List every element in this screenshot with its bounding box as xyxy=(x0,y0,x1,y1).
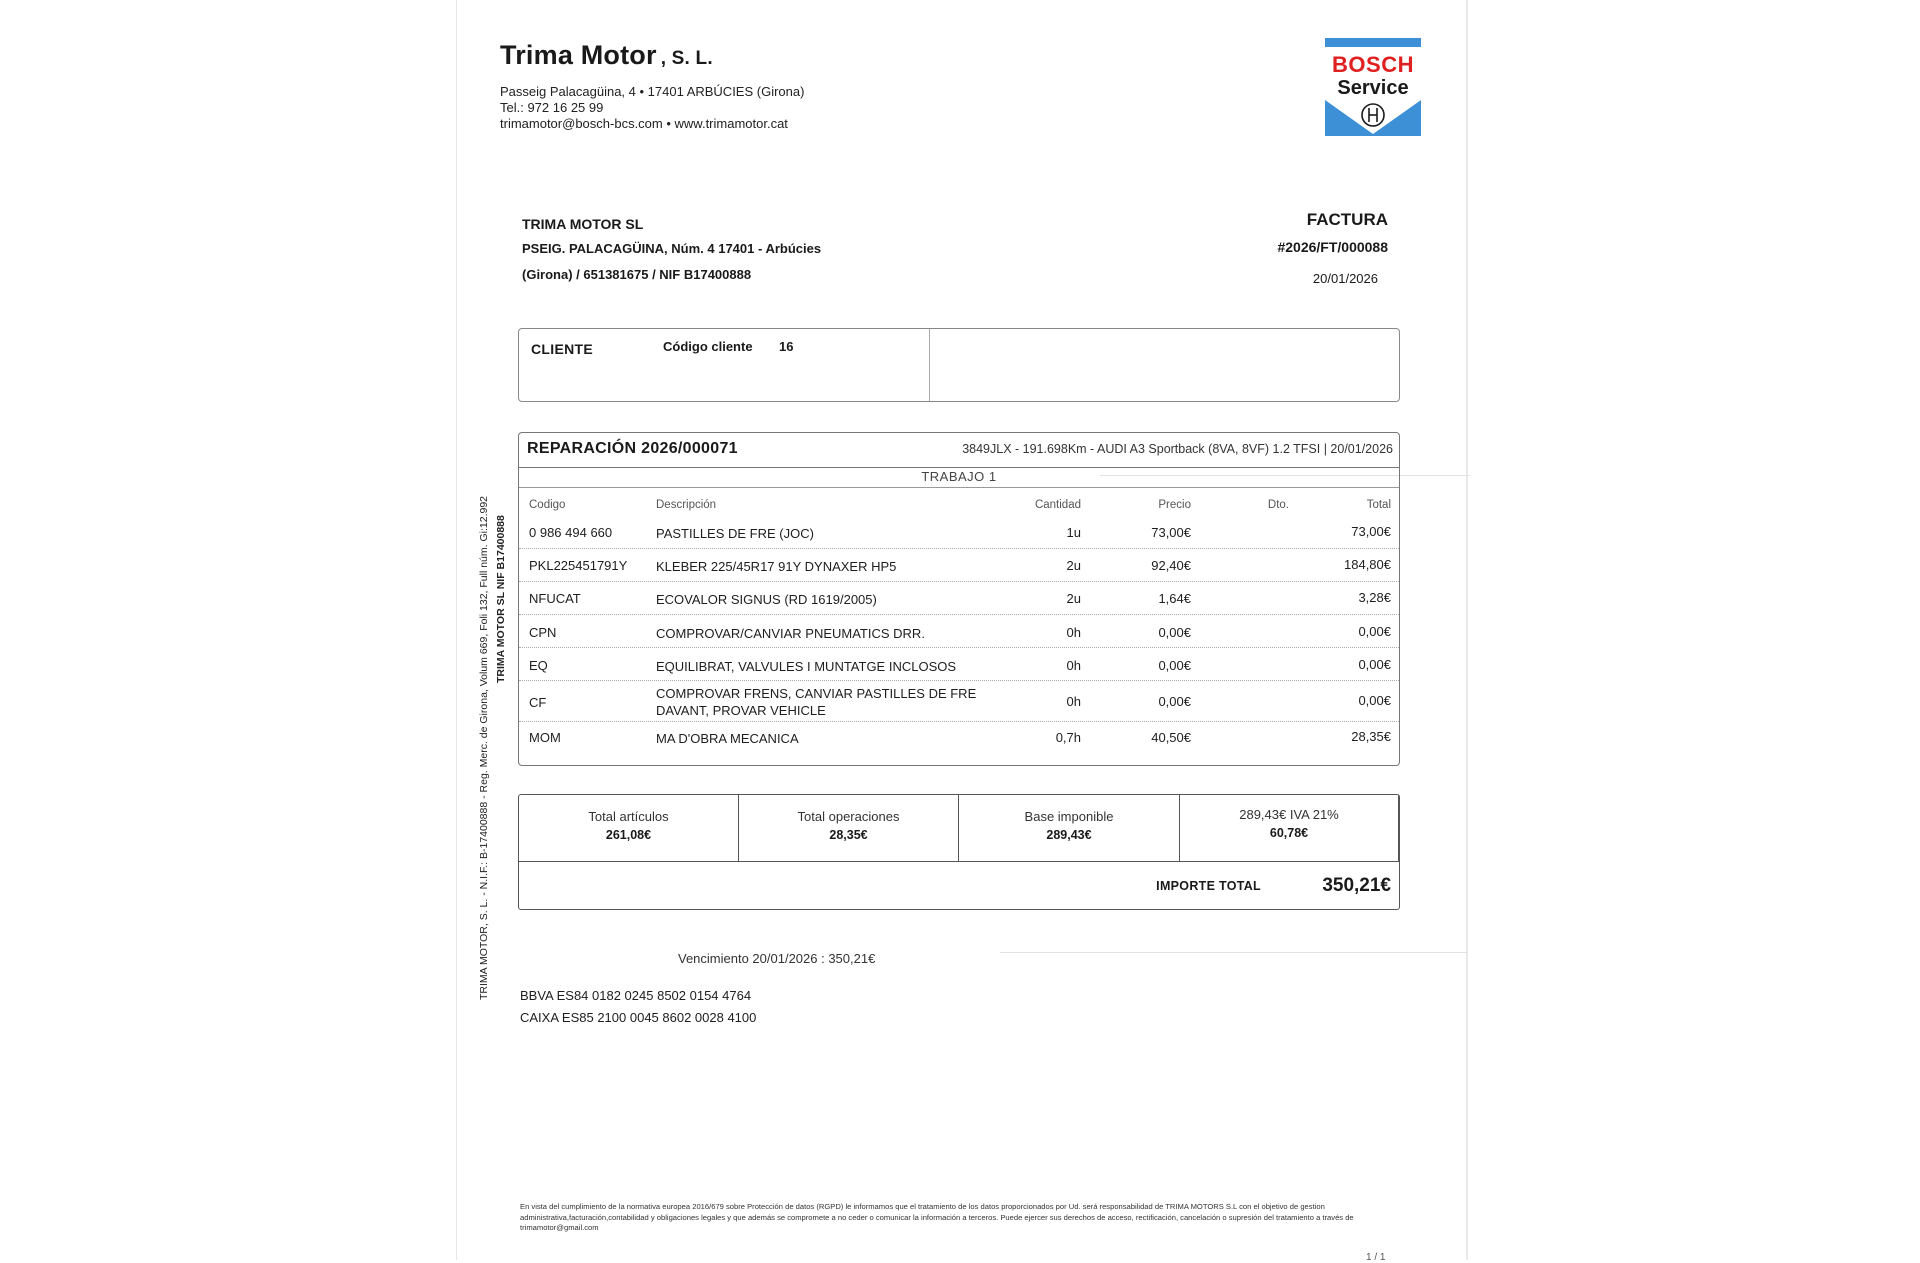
vat-label: 289,43€ IVA 21% xyxy=(1239,807,1339,822)
row-quantity: 0h xyxy=(1066,694,1081,709)
total-operations-cell xyxy=(739,795,959,861)
company-email-web: trimamotor@bosch-bcs.com • www.trimamotor.cat xyxy=(500,116,788,131)
row-quantity: 2u xyxy=(1066,558,1081,573)
repair-table xyxy=(518,432,1400,766)
row-total: 0,00€ xyxy=(1358,693,1391,708)
repair-vehicle: 3849JLX - 191.698Km - AUDI A3 Sportback (8VA, 8VF) 1.2 TFSI | 20/01/2026 xyxy=(962,442,1393,456)
total-operations-value: 28,35€ xyxy=(829,828,868,842)
row-quantity: 1u xyxy=(1066,525,1081,540)
row-quantity: 2u xyxy=(1066,591,1081,606)
row-code: 0 986 494 660 xyxy=(529,525,613,540)
side-nif: TRIMA MOTOR SL NIF B17400888 xyxy=(495,515,507,683)
client-code-value: 16 xyxy=(779,339,794,354)
page-number: 1 / 1 xyxy=(1366,1252,1386,1263)
repair-title: REPARACIÓN 2026/000071 xyxy=(527,440,738,457)
row-description: COMPROVAR FRENS, CANVIAR PASTILLES DE FRE DAVANT, PROVAR VEHICLE xyxy=(656,686,977,718)
row-price: 0,00€ xyxy=(1158,694,1191,709)
grand-total-label: IMPORTE TOTAL xyxy=(1156,879,1261,893)
total-articles-value: 261,08€ xyxy=(605,828,652,842)
company-name-text: Trima Motor xyxy=(500,40,657,70)
divider xyxy=(519,861,1399,862)
issuer-name: TRIMA MOTOR SL xyxy=(522,216,644,232)
row-code: CF xyxy=(529,695,547,710)
scan-line xyxy=(1000,952,1468,953)
row-quantity: 0h xyxy=(1066,625,1081,640)
client-box-divider xyxy=(929,329,930,401)
company-address: Passeig Palacagüina, 4 • 17401 ARBÚCIES (Girona) xyxy=(500,84,805,99)
page-edge-right xyxy=(1466,0,1468,1260)
row-code: CPN xyxy=(529,625,557,640)
row-description: PASTILLES DE FRE (JOC) xyxy=(656,526,814,541)
header-description: Descripción xyxy=(656,499,717,511)
row-total: 73,00€ xyxy=(1351,524,1391,539)
table-row xyxy=(519,615,1399,648)
row-description: ECOVALOR SIGNUS (RD 1619/2005) xyxy=(656,592,877,607)
client-box xyxy=(518,328,1400,402)
totals-box xyxy=(518,794,1400,910)
total-articles-label: Total artículos xyxy=(588,809,669,824)
table-row xyxy=(519,722,1399,754)
total-operations-label: Total operaciones xyxy=(797,809,900,824)
total-articles-cell xyxy=(519,795,739,861)
row-total: 28,35€ xyxy=(1351,729,1391,744)
grand-total-value: 350,21€ xyxy=(1322,875,1391,896)
bank-account-caixa: CAIXA ES85 2100 0045 8602 0028 4100 xyxy=(520,1010,757,1025)
row-price: 73,00€ xyxy=(1151,525,1191,540)
client-code-label: Código cliente xyxy=(663,339,753,354)
logo-brand-text: BOSCH xyxy=(1332,52,1414,77)
bosch-armature-icon xyxy=(1325,98,1421,136)
row-total: 184,80€ xyxy=(1344,557,1391,572)
row-quantity: 0,7h xyxy=(1055,730,1081,745)
row-price: 0,00€ xyxy=(1158,658,1191,673)
row-total: 0,00€ xyxy=(1358,657,1391,672)
tax-base-cell xyxy=(959,795,1180,861)
row-description: MA D'OBRA MECANICA xyxy=(656,731,799,746)
document-type: FACTURA xyxy=(1306,210,1388,229)
divider xyxy=(519,467,1399,468)
company-name xyxy=(500,40,713,71)
tax-base-label: Base imponible xyxy=(1024,809,1114,824)
tax-base-value: 289,43€ xyxy=(1046,828,1092,842)
invoice-number: #2026/FT/000088 xyxy=(1277,239,1388,255)
table-row xyxy=(519,648,1399,681)
row-code: MOM xyxy=(529,730,561,745)
header-quantity: Cantidad xyxy=(1034,499,1081,511)
client-label: CLIENTE xyxy=(531,341,593,357)
row-code: PKL225451791Y xyxy=(529,558,628,573)
row-code: NFUCAT xyxy=(529,591,581,606)
row-description: COMPROVAR/CANVIAR PNEUMATICS DRR. xyxy=(656,626,925,641)
vat-cell xyxy=(1180,795,1399,861)
row-description: KLEBER 225/45R17 91Y DYNAXER HP5 xyxy=(656,559,897,574)
header-total: Total xyxy=(1366,499,1391,511)
invoice-date: 20/01/2026 xyxy=(1312,271,1378,286)
header-code: Codigo xyxy=(529,499,566,511)
table-row xyxy=(519,549,1399,582)
row-price: 1,64€ xyxy=(1158,591,1191,606)
header-discount: Dto. xyxy=(1267,499,1289,511)
divider xyxy=(519,487,1399,488)
issuer-address-line2: (Girona) / 651381675 / NIF B17400888 xyxy=(522,267,752,282)
bank-account-bbva: BBVA ES84 0182 0245 8502 0154 4764 xyxy=(520,988,752,1003)
row-price: 40,50€ xyxy=(1151,730,1191,745)
row-price: 92,40€ xyxy=(1151,558,1191,573)
legal-notice: En vista del cumplimiento de la normativa europea 2016/679 sobre Protección de datos (RGPD) le informamos que el tratamiento de los datos proporcionados por Ud. será responsabilidad de TRIMA MOTORS S.L con el objetivo de gestion administrativa,facturación,contabilidad y obligaciones legales y que además se compromete a no ceder o comunicar la información a terceros. Puede ejercer sus derechos de acceso, rectificación, cancelación o supresión del tratamiento a través de trimamotor@gmail.com xyxy=(520,1202,1354,1232)
table-row xyxy=(519,582,1399,615)
table-row xyxy=(519,517,1399,549)
due-date: Vencimiento 20/01/2026 : 350,21€ xyxy=(678,951,876,966)
row-total: 3,28€ xyxy=(1358,590,1391,605)
registry-info: TRIMA MOTOR, S. L. - N.I.F.: B-17400888 - Reg. Merc. de Girona, Volum 669, Foli 132, Full núm. Gi:12.992 xyxy=(478,495,490,1000)
logo-service-text: Service xyxy=(1337,77,1409,99)
row-description: EQUILIBRAT, VALVULES I MUNTATGE INCLOSOS xyxy=(656,659,957,674)
vat-value: 60,78€ xyxy=(1269,826,1309,840)
company-phone: Tel.: 972 16 25 99 xyxy=(500,100,604,115)
header-price: Precio xyxy=(1158,499,1191,511)
row-price: 0,00€ xyxy=(1158,625,1191,640)
bosch-service-logo xyxy=(1325,38,1421,136)
row-code: EQ xyxy=(529,658,548,673)
table-row xyxy=(519,681,1399,722)
page-edge-left xyxy=(456,0,457,1260)
issuer-address-line1: PSEIG. PALACAGÜINA, Núm. 4 17401 - Arbúcies xyxy=(522,241,822,256)
company-suffix: , S. L. xyxy=(660,48,713,69)
row-quantity: 0h xyxy=(1066,658,1081,673)
job-label: TRABAJO 1 xyxy=(921,469,997,484)
row-total: 0,00€ xyxy=(1358,624,1391,639)
